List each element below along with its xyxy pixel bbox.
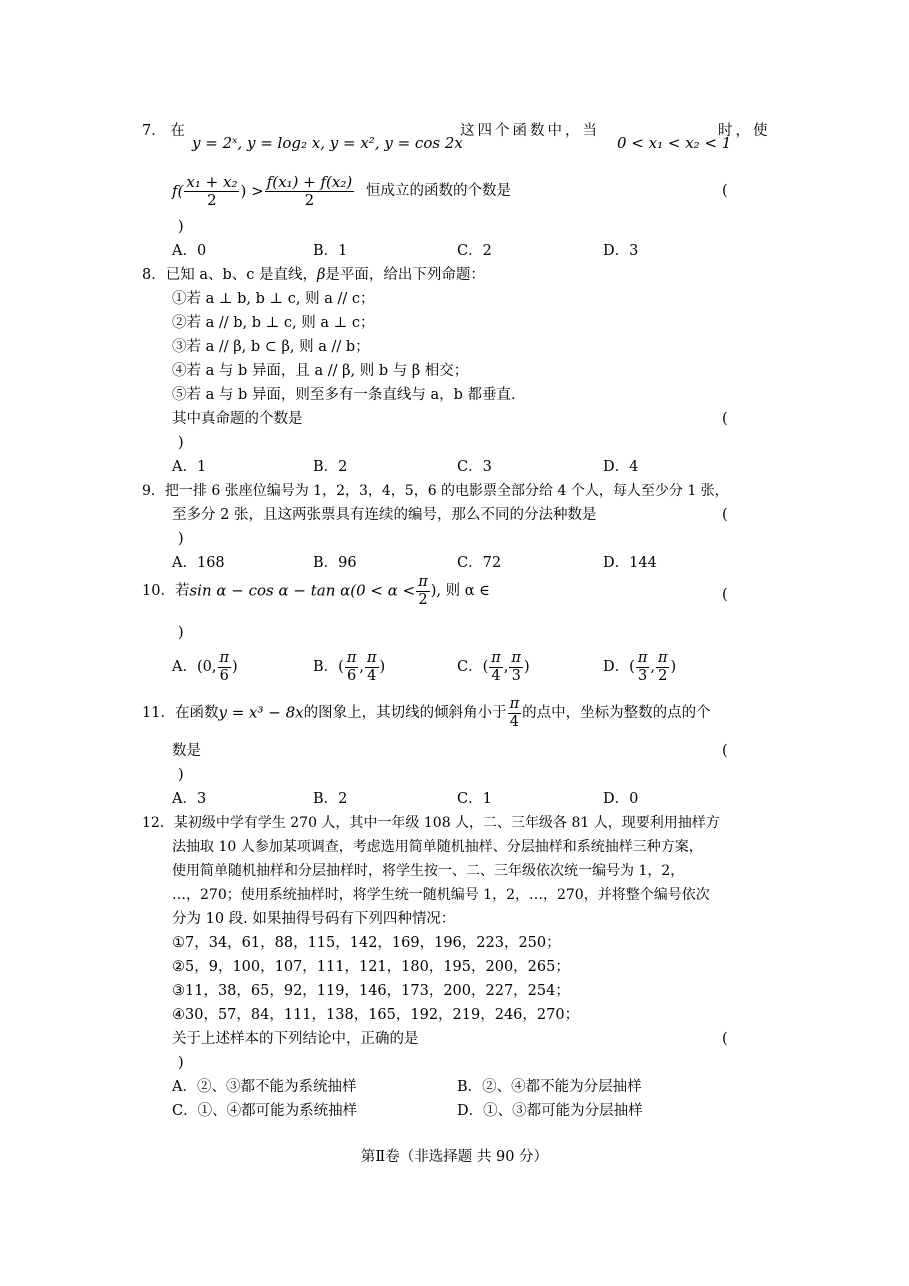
q7-answer-close: ) bbox=[178, 219, 184, 235]
q8-item-4: ④若 a 与 b 异面，且 a // β, 则 b 与 β 相交； bbox=[172, 363, 469, 379]
q11-pre: 11．在函数 bbox=[142, 704, 219, 721]
q8-option-c: C．3 bbox=[457, 459, 492, 475]
q11-line2: 数是 bbox=[172, 743, 201, 759]
q11-mid: 的图象上，其切线的倾斜角小于 bbox=[303, 704, 507, 721]
q7-option-c: C．2 bbox=[457, 243, 492, 259]
q10-frac-num: π bbox=[418, 574, 428, 590]
q8-line1b: 是平面，给出下列命题： bbox=[325, 267, 485, 283]
q12-line-4: …，270；使用系统抽样时，将学生统一随机编号 1，2，…，270，并将整个编号依次 bbox=[172, 887, 710, 903]
q11-option-b: B．2 bbox=[313, 791, 348, 807]
q12-option-b: B．②、④都不能为分层抽样 bbox=[457, 1079, 642, 1095]
q12-case-3: ③11，38，65，92，119，146，173，200，227，254； bbox=[172, 983, 570, 999]
q12-case-4: ④30，57，84，111，138，165，192，219，246，270； bbox=[172, 1007, 580, 1023]
q12-line-2: 法抽取 10 人参加某项调查，考虑选用简单随机抽样、分层抽样和系统抽样三种方案， bbox=[172, 839, 703, 855]
q10-expression: sin α − cos α − tan α(0 < α < bbox=[189, 581, 416, 600]
q7-option-b: B．1 bbox=[313, 243, 348, 259]
q7-lhs-numerator: x₁ + x₂ bbox=[186, 173, 238, 191]
q12-option-c: C．①、④都可能为系统抽样 bbox=[172, 1103, 358, 1119]
q7-option-d: D．3 bbox=[603, 243, 639, 259]
q11-frac-num: π bbox=[509, 696, 520, 712]
q7-post: 时，使 bbox=[718, 123, 771, 139]
q12-answer-open: ( bbox=[722, 1031, 728, 1047]
q10-answer-close: ) bbox=[178, 625, 184, 641]
q12-answer-close: ) bbox=[178, 1055, 184, 1071]
q7-stem: 恒成立的函数的个数是 bbox=[366, 183, 511, 199]
q7-rhs-denominator: 2 bbox=[304, 191, 315, 210]
q11-answer-close: ) bbox=[178, 767, 184, 783]
q9-option-c: C．72 bbox=[457, 555, 502, 571]
q8-stem: 其中真命题的个数是 bbox=[172, 411, 303, 427]
q12-stem: 关于上述样本的下列结论中，正确的是 bbox=[172, 1031, 419, 1047]
q8-option-b: B．2 bbox=[313, 459, 348, 475]
q10-option-b: B．( $\frac{\pi}{6}$ , $\frac{\pi}{4}$ ) bbox=[313, 650, 386, 684]
q9-option-a: A．168 bbox=[172, 555, 225, 571]
q10-option-a: A．(0, $\frac{\pi}{6}$ ) bbox=[172, 650, 238, 684]
q10-option-c: C．( $\frac{\pi}{4}$ , $\frac{\pi}{3}$ ) bbox=[457, 650, 530, 684]
q12-line-1: 12．某初级中学有学生 270 人，其中一年级 108 人，二、三年级各 81 人，现要利用抽样方 bbox=[142, 815, 720, 831]
q7-ineq-f: f( bbox=[172, 181, 184, 200]
q11-function: y = x³ − 8x bbox=[218, 703, 304, 722]
q7-number: 7． bbox=[142, 123, 166, 139]
q8-option-d: D．4 bbox=[603, 459, 639, 475]
q11-frac-den: 4 bbox=[509, 713, 519, 730]
q8-line1: 8．已知 a、b、c 是直线， bbox=[142, 267, 317, 283]
q12-case-1: ①7，34，61，88，115，142，169，196，223，250； bbox=[172, 935, 561, 951]
q12-option-d: D．①、③都可能为分层抽样 bbox=[457, 1103, 643, 1119]
q12-option-a: A．②、③都不能为系统抽样 bbox=[172, 1079, 357, 1095]
q9-option-b: B．96 bbox=[313, 555, 357, 571]
q11-post: 的点中，坐标为整数的点的个 bbox=[522, 704, 711, 721]
q7-pre: 在 bbox=[170, 123, 185, 139]
q8-answer-close: ) bbox=[178, 435, 184, 451]
q7-relation: ) > bbox=[240, 181, 264, 200]
section-title: 第Ⅱ卷（非选择题 共 90 分） bbox=[360, 1149, 549, 1165]
q8-item-1: ①若 a ⊥ b, b ⊥ c, 则 a // c； bbox=[172, 291, 375, 307]
q10-tail: ), 则 α ∈ bbox=[430, 582, 490, 599]
q7-condition: 0 < x₁ < x₂ < 1 bbox=[617, 134, 732, 152]
q7-answer-open: ( bbox=[722, 183, 728, 199]
q8-beta: β bbox=[317, 267, 326, 283]
q9-line1: 9．把一排 6 张座位编号为 1，2，3，4，5，6 的电影票全部分给 4 个人，每人至少分 1 张， bbox=[142, 483, 729, 499]
q8-item-2: ②若 a // b, b ⊥ c, 则 a ⊥ c； bbox=[172, 315, 375, 331]
q10-answer-open: ( bbox=[722, 587, 728, 603]
q9-answer-close: ) bbox=[178, 531, 184, 547]
q11-option-c: C．1 bbox=[457, 791, 492, 807]
q10-number: 10．若 bbox=[142, 582, 190, 599]
q7-option-a: A．0 bbox=[172, 243, 207, 259]
q11-answer-open: ( bbox=[722, 743, 728, 759]
q12-line-3: 使用简单随机抽样和分层抽样时，将学生按一、二、三年级依次统一编号为 1，2， bbox=[172, 863, 685, 879]
q8-option-a: A．1 bbox=[172, 459, 207, 475]
q9-line2: 至多分 2 张，且这两张票具有连续的编号，那么不同的分法种数是 bbox=[172, 507, 597, 523]
q9-answer-open: ( bbox=[722, 507, 728, 523]
q7-lhs-denominator: 2 bbox=[207, 191, 217, 210]
q11-option-a: A．3 bbox=[172, 791, 207, 807]
q7-mid: 这四个函数中，当 bbox=[460, 123, 600, 139]
q8-item-5: ⑤若 a 与 b 异面，则至多有一条直线与 a，b 都垂直. bbox=[172, 387, 516, 403]
q8-item-3: ③若 a // β, b ⊂ β, 则 a // b； bbox=[172, 339, 370, 355]
q11-option-d: D．0 bbox=[603, 791, 639, 807]
q8-answer-open: ( bbox=[722, 411, 728, 427]
q7-rhs-numerator: f(x₁) + f(x₂) bbox=[266, 173, 353, 191]
q7-functions: y = 2ˣ, y = log₂ x, y = x², y = cos 2x bbox=[192, 134, 463, 152]
q12-line-5: 分为 10 段. 如果抽得号码有下列四种情况： bbox=[172, 911, 456, 927]
q10-frac-den: 2 bbox=[418, 591, 428, 608]
q9-option-d: D．144 bbox=[603, 555, 657, 571]
q10-option-d: D．( $\frac{\pi}{3}$ , $\frac{\pi}{2}$ ) bbox=[603, 650, 677, 684]
q12-case-2: ②5，9，100，107，111，121，180，195，200，265； bbox=[172, 959, 570, 975]
